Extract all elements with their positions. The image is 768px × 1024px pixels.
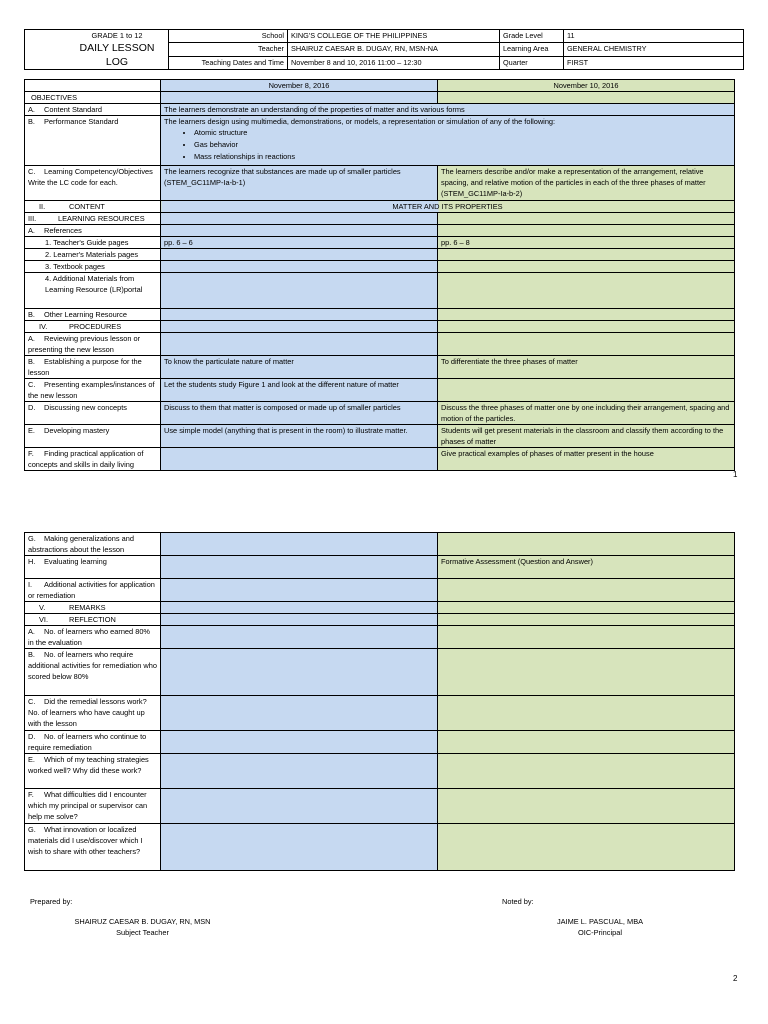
performance-standard-label: B. Performance Standard (25, 116, 161, 166)
additional-materials-label: 4. Additional Materials from Learning Resource (LR)portal (25, 273, 161, 309)
procedure-day1: Use simple model (anything that is present in the room) to illustrate matter. (161, 425, 438, 448)
reflection-label: D. No. of learners who continue to require remediation (25, 731, 161, 754)
grade-level-value: 11 (564, 30, 744, 43)
other-resource-label: B. Other Learning Resource (25, 309, 161, 321)
teachers-guide-label: 1. Teacher's Guide pages (25, 237, 161, 249)
procedures-heading: IV. PROCEDURES (25, 321, 161, 333)
reflection-label: C. Did the remedial lessons work? No. of learners who have caught up with the lesson (25, 696, 161, 731)
procedure-day2: Students will get present materials in the classroom and classify them according to the phases of matter (438, 425, 735, 448)
objectives-heading: OBJECTIVES (25, 92, 161, 104)
remarks-heading: V. REMARKS (25, 602, 161, 614)
teachers-guide-day2: pp. 6 – 8 (438, 237, 735, 249)
dates-label: Teaching Dates and Time (169, 56, 288, 69)
grade-label: GRADE 1 to 12 (91, 31, 143, 40)
procedure-day1: Let the students study Figure 1 and look at the different nature of matter (161, 379, 438, 402)
quarter-value: FIRST (564, 56, 744, 69)
school-label: School (169, 30, 288, 43)
learners-materials-label: 2. Learner's Materials pages (25, 249, 161, 261)
dates-value: November 8 and 10, 2016 11:00 – 12:30 (288, 56, 500, 69)
preparer-name: SHAIRUZ CAESAR B. DUGAY, RN, MSN (74, 917, 211, 926)
reflection-heading: VI. REFLECTION (25, 614, 161, 626)
procedure-day2 (438, 533, 735, 556)
teacher-value: SHAIRUZ CAESAR B. DUGAY, RN, MSN-NA (288, 43, 500, 56)
page-number-2: 2 (733, 974, 738, 983)
references-heading: A. References (25, 225, 161, 237)
page-number-1: 1 (733, 470, 738, 479)
reflection-label: A. No. of learners who earned 80% in the evaluation (25, 626, 161, 649)
prepared-by-label: Prepared by: (30, 897, 73, 906)
teacher-label: Teacher (169, 43, 288, 56)
school-value: KING'S COLLEGE OF THE PHILIPPINES (288, 30, 500, 43)
column-header-day2: November 10, 2016 (438, 80, 735, 92)
lesson-log-table-page-1 (24, 79, 735, 471)
noter-name: JAIME L. PASCUAL, MBA (556, 917, 644, 926)
procedure-day2: Give practical examples of phases of matter present in the house (438, 448, 735, 471)
performance-item: • Mass relationships in reactions (194, 151, 731, 163)
teachers-guide-day1: pp. 6 – 6 (161, 237, 438, 249)
reflection-label: B. No. of learners who require additional activities for remediation who scored below 80% (25, 649, 161, 696)
reflection-label: E. Which of my teaching strategies worked well? Why did these work? (25, 754, 161, 789)
procedure-label: E. Developing mastery (25, 425, 161, 448)
procedure-day1 (161, 556, 438, 579)
performance-item: • Gas behavior (194, 139, 731, 151)
lesson-log-table-page-2 (24, 532, 735, 871)
procedure-day1 (161, 579, 438, 602)
procedure-day2 (438, 333, 735, 356)
evaluation-day2: Formative Assessment (Question and Answer) (438, 556, 735, 579)
competency-day2: The learners describe and/or make a representation of the arrangement, relative spacing, and relative motion of the particles in each of the three phases of matter (STEM_GC11MP-Ia-b-2) (438, 166, 735, 201)
document-title: DAILY LESSON LOG (79, 42, 155, 68)
content-value: MATTER AND ITS PROPERTIES (161, 201, 735, 213)
learning-resources-heading: III. LEARNING RESOURCES (25, 213, 161, 225)
competency-day1: The learners recognize that substances are made up of smaller particles (STEM_GC11MP-Ia-b-1) (161, 166, 438, 201)
textbook-pages-label: 3. Textbook pages (25, 261, 161, 273)
content-standard-value: The learners demonstrate an understanding of the properties of matter and its various forms (161, 104, 735, 116)
procedure-day1 (161, 333, 438, 356)
reflection-label: F. What difficulties did I encounter which my principal or supervisor can help me solve? (25, 789, 161, 824)
procedure-day2: To differentiate the three phases of matter (438, 356, 735, 379)
noted-by-label: Noted by: (502, 897, 534, 906)
reflection-label: G. What innovation or localized materials did I use/discover which I wish to share with other teachers? (25, 824, 161, 871)
quarter-label: Quarter (500, 56, 564, 69)
procedure-label: G. Making generalizations and abstractions about the lesson (25, 533, 161, 556)
grade-level-label: Grade Level (500, 30, 564, 43)
learning-area-label: Learning Area (500, 43, 564, 56)
performance-item: • Atomic structure (194, 127, 731, 139)
procedure-label: H. Evaluating learning (25, 556, 161, 579)
procedure-day2 (438, 379, 735, 402)
procedure-day1: Discuss to them that matter is composed or made up of smaller particles (161, 402, 438, 425)
column-header-day1: November 8, 2016 (161, 80, 438, 92)
noter-title: OIC-Principal (578, 928, 622, 937)
content-heading: II. CONTENT (25, 201, 161, 213)
preparer-title: Subject Teacher (116, 928, 169, 937)
procedure-day1 (161, 448, 438, 471)
procedure-day1 (161, 533, 438, 556)
content-standard-label: A. Content Standard (25, 104, 161, 116)
procedure-day2: Discuss the three phases of matter one by one including their arrangement, spacing and motion of the particles. (438, 402, 735, 425)
procedure-label: I. Additional activities for application or remediation (25, 579, 161, 602)
procedure-label: C. Presenting examples/instances of the new lesson (25, 379, 161, 402)
competency-label: C. Learning Competency/Objectives Write the LC code for each. (25, 166, 161, 201)
learning-area-value: GENERAL CHEMISTRY (564, 43, 744, 56)
procedure-day1: To know the particulate nature of matter (161, 356, 438, 379)
performance-standard-value: The learners design using multimedia, demonstrations, or models, a representation or simulation of any of the following: • Atomic structure • Gas behavior • Mass relationships in reactions (161, 116, 735, 166)
procedure-day2 (438, 579, 735, 602)
procedure-label: B. Establishing a purpose for the lesson (25, 356, 161, 379)
procedure-label: D. Discussing new concepts (25, 402, 161, 425)
procedure-label: A. Reviewing previous lesson or presenting the new lesson (25, 333, 161, 356)
procedure-label: F. Finding practical application of concepts and skills in daily living (25, 448, 161, 471)
header-title-cell (25, 30, 169, 70)
